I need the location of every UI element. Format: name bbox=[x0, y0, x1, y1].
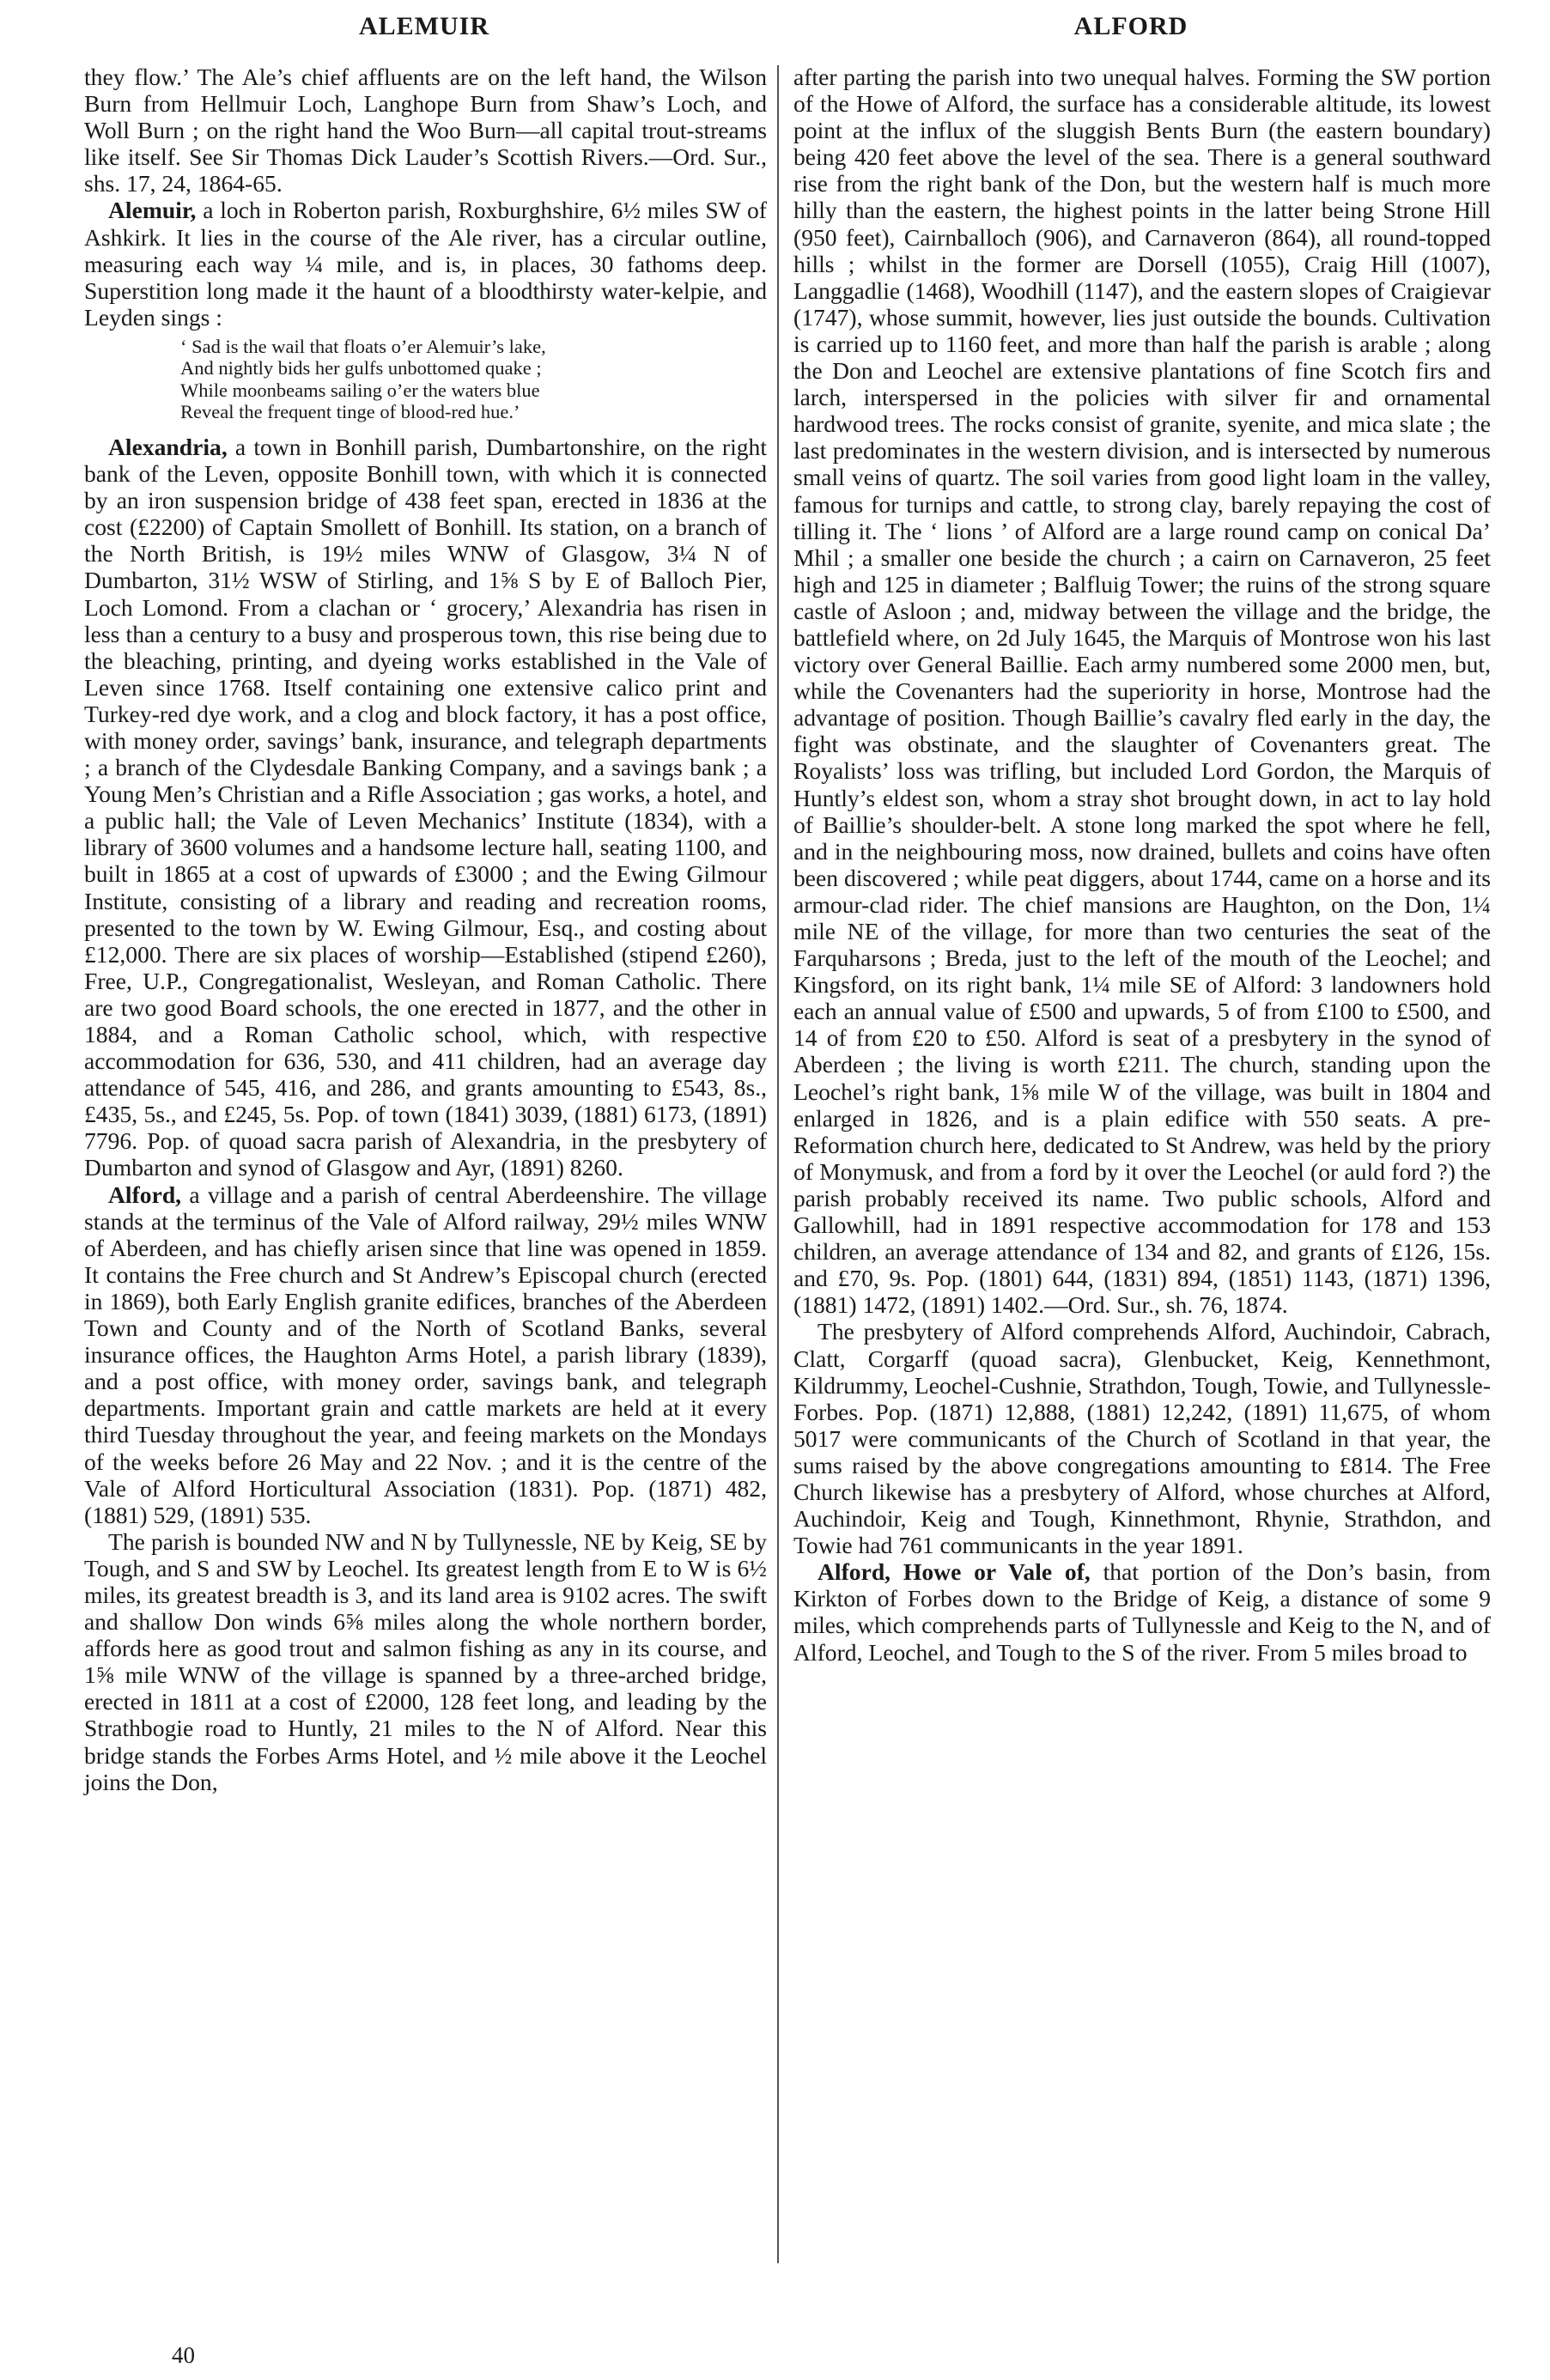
entry-alford-presbytery: The presbytery of Alford comprehends Alford, Auchindoir, Cabrach, Clatt, Corgarff (quoad sacra), Glenbucket, Keig, Kennethmont, Kildrummy, Leochel-Cushnie, Strathdon, Tough, Towie, and Tullynessle-Forbes. Pop. (1871) 12,888, (1881) 12,242, (1891) 11,675, of whom 5017 were communicants of the Church of Scotland in that year, the sums raised by the above congregations amounting to £814. The Free Church likewise has a presbytery of Alford, whose churches at Alford, Auchindoir, Keig and Tough, Kinnethmont, Rhynie, Strathdon, and Towie had 761 communicants in the year 1891. bbox=[793, 1318, 1491, 1559]
headword-howe-of-alford: Alford, Howe or Vale of, bbox=[818, 1558, 1091, 1586]
verse-line: And nightly bids her gulfs unbottomed quake ; bbox=[180, 357, 542, 379]
running-head-right: ALFORD bbox=[1073, 12, 1188, 40]
entry-alford-parish: The parish is bounded NW and N by Tullynessle, NE by Keig, SE by Tough, and S and SW by Leochel. Its greatest length from E to W is 6½ miles, its greatest breadth is 3, and its land area is 9102 acres. The swift and shallow Don winds 6⅝ miles along the whole northern border, affords here as good trout and salmon fishing as any in its course, and 1⅝ mile WNW of the village is spanned by a three-arched bridge, erected in 1811 at a cost of £2000, 128 feet long, and leading by the Strathbogie road to Huntly, 21 miles to the N of Alford. Near this bridge stands the Forbes Arms Hotel, and ½ mile above it the Leochel joins the Don, bbox=[84, 1527, 767, 1795]
headword-alexandria: Alexandria, bbox=[108, 433, 228, 460]
entry-continuation-ale: they flow.’ The Ale’s chief affluents are on the left hand, the Wilson Burn from Hellmuir Loch, Langhope Burn from Shaw’s Loch, and Woll Burn ; on the right hand the Woo Burn—all capital trout-streams like itself. See Sir Thomas Dick Lauder’s Scottish Rivers.—Ord. Sur., shs. 17, 24, 1864-65. bbox=[84, 64, 767, 197]
headword-alford: Alford, bbox=[108, 1181, 182, 1208]
verse-quotation bbox=[180, 336, 767, 423]
right-column bbox=[793, 64, 1491, 1666]
entry-alemuir-text: a loch in Roberton parish, Roxburghshire, 6½ miles SW of Ashkirk. It lies in the course of the Ale river, has a circular outline, measuring each way ¼ mile, and is, in places, 30 fathoms deep. Superstition long made it the haunt of a bloodthirsty water-kelpie, and Leyden sings : bbox=[84, 197, 767, 331]
entry-alemuir bbox=[84, 197, 767, 330]
running-head-left: ALEMUIR bbox=[358, 12, 489, 40]
headword-alemuir: Alemuir, bbox=[108, 197, 197, 224]
verse-line: Reveal the frequent tinge of blood-red hue.’ bbox=[180, 401, 520, 423]
entry-alford-continuation: after parting the parish into two unequal halves. Forming the SW portion of the Howe of Alford, the surface has a considerable altitude, its lowest point at the influx of the sluggish Bents Burn (the eastern boundary) being 420 feet above the level of the sea. There is a general southward rise from the right bank of the Don, but the western half is much more hilly than the eastern, the highest points in the latter being Strone Hill (950 feet), Cairnballoch (906), and Carnaveron (864), all round-topped hills ; whilst in the former are Dorsell (1055), Craig Hill (1007), Langgadlie (1468), Woodhill (1147), and the eastern slopes of Craigievar (1747), whose summit, however, lies just outside the bounds. Cultivation is carried up to 1160 feet, and more than half the parish is arable ; along the Don and Leochel are extensive plantations of fine Scotch firs and larch, interspersed in the policies with silver fir and ornamental hardwood trees. The rocks consist of granite, syenite, and mica slate ; the last predominates in the western division, and is intersected by numerous small veins of quartz. The soil varies from good light loam in the valley, famous for turnips and cattle, to strong clay, barely repaying the cost of tilling it. The ‘ lions ’ of Alford are a large round camp on conical Da’ Mhil ; a smaller one beside the church ; a cairn on Carnaveron, 25 feet high and 125 in diameter ; Balfluig Tower; the ruins of the strong square castle of Asloon ; and, midway between the village and the bridge, the battlefield where, on 2d July 1645, the Marquis of Montrose won his last victory over General Baillie. Each army numbered some 2000 men, but, while the Covenanters had the superiority in horse, Montrose had the advantage of position. Though Baillie’s cavalry fled early in the day, the fight was obstinate, and the slaughter of Covenanters great. The Royalists’ loss was trifling, but included Lord Gordon, the Marquis of Huntly’s eldest son, whom a stray shot brought down, in act to lay hold of Baillie’s shoulder-belt. A stone long marked the spot where he fell, and in the neighbouring moss, now drained, bullets and coins have often been discovered ; while peat diggers, about 1744, came on a horse and its armour-clad rider. The chief mansions are Haughton, on the Don, 1¼ mile NE of the village, for more than two centuries the seat of the Farquharsons ; Breda, just to the left of the mouth of the Leochel; and Kingsford, on its right bank, 1¼ mile SE of Alford: 3 landowners hold each an annual value of £500 and upwards, 5 of from £100 to £500, and 14 of from £20 to £50. Alford is seat of a presbytery in the synod of Aberdeen ; the living is worth £211. The church, standing upon the Leochel’s right bank, 1⅝ mile W of the village, was built in 1804 and enlarged in 1826, and is a plain edifice with 550 seats. A pre-Reformation church here, dedicated to St Andrew, was held by the priory of Monymusk, and from a ford by it over the Leochel (or auld ford ?) the parish probably received its name. Two public schools, Alford and Gallowhill, had in 1891 respective accommodation for 178 and 153 children, an average attendance of 134 and 82, and grants of £126, 15s. and £70, 9s. Pop. (1801) 644, (1831) 894, (1851) 1143, (1871) 1396, (1881) 1472, (1891) 1402.—Ord. Sur., sh. 76, 1874. bbox=[793, 64, 1491, 1319]
entry-howe-of-alford bbox=[793, 1558, 1491, 1665]
verse-line: While moonbeams sailing o’er the waters blue bbox=[180, 379, 540, 401]
page-number: 40 bbox=[172, 2342, 195, 2368]
entry-howe-text: that portion of the Don’s basin, from Kirkton of Forbes down to the Bridge of Keig, a distance of some 9 miles, which comprehends parts of Tullynessle and Keig to the N, and of Alford, Leochel, and Tough to the S of the river. From 5 miles broad to bbox=[793, 1558, 1492, 1666]
entry-alford-text: a village and a parish of central Aberdeenshire. The village stands at the terminus of the Vale of Alford railway, 29½ miles WNW of Aberdeen, and has chiefly arisen since that line was opened in 1859. It contains the Free church and St Andrew’s Episcopal church (erected in 1869), both Early English granite edifices, branches of the Aberdeen Town and County and of the North of Scotland Banks, several insurance offices, the Haughton Arms Hotel, a parish library (1839), and a post office, with money order, savings bank, and telegraph departments. Important grain and cattle markets are held at it every third Tuesday throughout the year, and feeing markets on the Mondays of the weeks before 26 May and 22 Nov. ; and it is the centre of the Vale of Alford Horticultural Association (1831). Pop. (1871) 482, (1881) 529, (1891) 535. bbox=[84, 1181, 767, 1528]
entry-alford bbox=[84, 1181, 767, 1528]
left-column bbox=[84, 64, 767, 1795]
entry-alexandria bbox=[84, 434, 767, 1181]
entry-alexandria-text: a town in Bonhill parish, Dumbartonshire, on the right bank of the Leven, opposite Bonhill town, with which it is connected by an iron suspension bridge of 438 feet span, erected in 1836 at the cost (£2200) of Captain Smollett of Bonhill. Its station, on a branch of the North British, is 19½ miles WNW of Glasgow, 3¼ N of Dumbarton, 31½ WSW of Stirling, and 1⅝ S by E of Balloch Pier, Loch Lomond. From a clachan or ‘ grocery,’ Alexandria has risen in less than a century to a busy and prosperous town, this rise being due to the bleaching, printing, and dyeing works established in the Vale of Leven since 1768. Itself containing one extensive calico print and Turkey-red dye work, and a clog and block factory, it has a post office, with money order, savings’ bank, insurance, and telegraph departments ; a branch of the Clydesdale Banking Company, and a savings bank ; a Young Men’s Christian and a Rifle Association ; gas works, a hotel, and a public hall; the Vale of Leven Mechanics’ Institute (1834), with a library of 3600 volumes and a handsome lecture hall, seating 1100, and built in 1865 at a cost of upwards of £3000 ; and the Ewing Gilmour Institute, consisting of a library and reading and recreation rooms, presented to the town by W. Ewing Gilmour, Esq., and costing about £12,000. There are six places of worship—Established (stipend £260), Free, U.P., Congregationalist, Wesleyan, and Roman Catholic. There are two good Board schools, the one erected in 1877, and the other in 1884, and a Roman Catholic school, which, with respective accommodation for 636, 530, and 411 children, had an average day attendance of 545, 416, and 286, and grants amounting to £543, 8s., £435, 5s., and £245, 5s. Pop. of town (1841) 3039, (1881) 6173, (1891) 7796. Pop. of quoad sacra parish of Alexandria, in the presbytery of Dumbarton and synod of Glasgow and Ayr, (1891) 8260. bbox=[84, 433, 767, 1181]
column-divider bbox=[777, 65, 779, 2263]
verse-line: ‘ Sad is the wail that floats o’er Alemuir’s lake, bbox=[180, 335, 546, 357]
